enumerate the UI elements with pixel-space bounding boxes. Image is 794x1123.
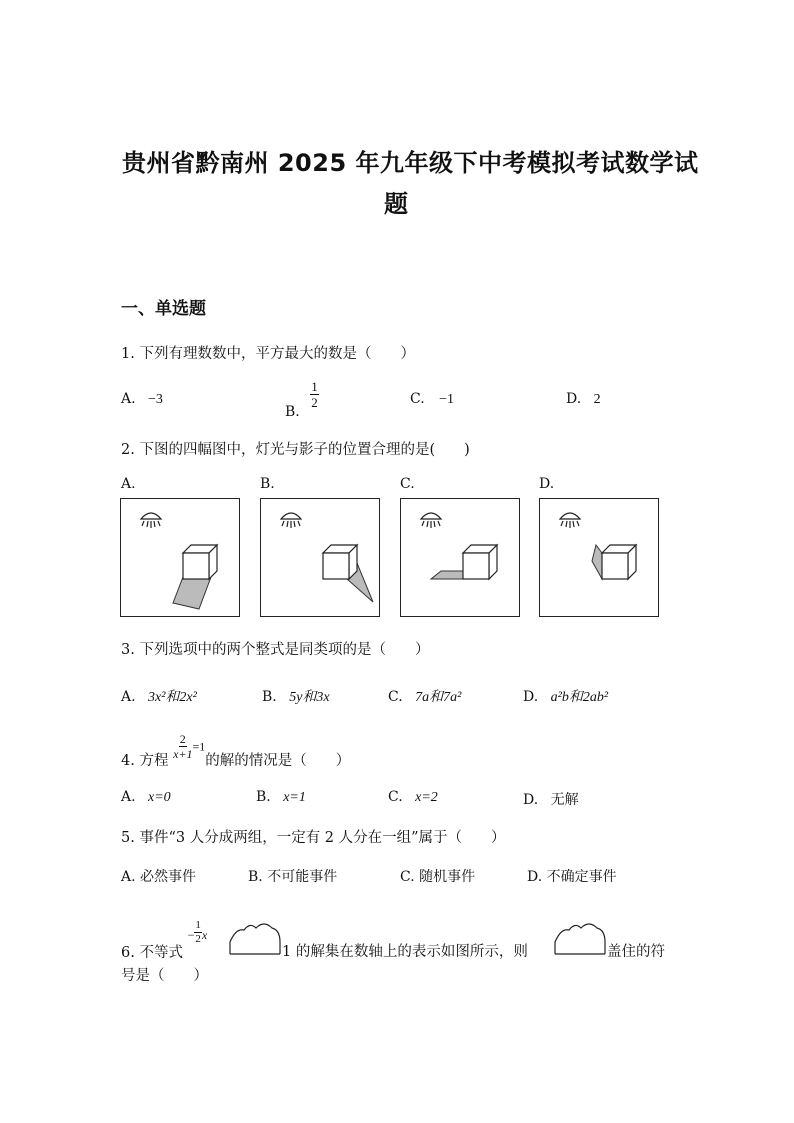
q4-option-c: [388, 789, 438, 806]
option-expression: 7a和7a²: [415, 690, 462, 705]
shadow-shape: [173, 577, 211, 609]
option-expression: x=1: [283, 790, 306, 805]
q5-option-a: A. 必然事件: [121, 869, 197, 885]
fraction-numerator: 1: [311, 379, 318, 394]
q2-label-a: A.: [121, 476, 136, 492]
option-label: A.: [121, 391, 136, 407]
q3-option-b: [262, 686, 330, 706]
stem-prefix: 4. 方程: [121, 752, 169, 769]
q4-option-b: [256, 789, 306, 806]
inequality-fraction: [194, 920, 202, 945]
q2-label-b: B.: [260, 476, 275, 492]
figure-d: [539, 498, 659, 617]
q1-option-b: [285, 379, 319, 420]
page-title: 贵州省黔南州 2025 年九年级下中考模拟考试数学试: [122, 149, 699, 177]
option-label: D.: [523, 792, 539, 808]
option-label: C.: [388, 789, 403, 805]
minus-sign: −: [187, 927, 195, 942]
section-heading: 一、单选题: [121, 299, 206, 319]
option-label: B.: [285, 403, 300, 420]
lamp-icon: [281, 513, 301, 528]
option-expression: x=2: [415, 790, 438, 805]
question-6-stem: [121, 919, 208, 961]
covered-symbol-icon-2: [553, 920, 607, 958]
option-label: A.: [121, 789, 136, 805]
option-expression: 3x²和2x²: [148, 690, 197, 705]
option-expression: 无解: [550, 792, 579, 808]
figure-b: [260, 498, 380, 617]
option-label: A.: [121, 689, 136, 705]
q1-option-d: [566, 391, 601, 408]
q1-option-c: [410, 391, 454, 408]
cube-shape: [323, 545, 357, 579]
equation-rhs: =1: [192, 739, 206, 754]
fraction-numerator: 1: [195, 919, 201, 931]
option-value: −1: [439, 392, 455, 407]
covered-symbol-icon: [228, 920, 282, 958]
light-shadow-figure-b: [261, 499, 379, 616]
option-label: C.: [388, 689, 403, 705]
q5-option-d: D. 不确定事件: [527, 869, 617, 885]
shadow-shape: [431, 571, 463, 579]
shadow-shape: [592, 545, 602, 579]
light-shadow-figure-a: [121, 499, 239, 616]
q3-option-d: [523, 686, 608, 706]
fraction-denominator: 2: [195, 933, 201, 945]
q2-label-c: C.: [400, 476, 415, 492]
q5-option-c: C. 随机事件: [400, 869, 476, 885]
option-label: B.: [262, 689, 277, 705]
option-label: D.: [566, 391, 582, 407]
light-shadow-figure-c: [401, 499, 519, 616]
lamp-icon: [421, 513, 441, 528]
fraction-numerator: 2: [179, 732, 186, 746]
equation-fraction: [173, 733, 192, 760]
option-label: C.: [410, 391, 425, 407]
option-expression: a²b和2ab²: [550, 690, 609, 705]
question-1-stem: 1. 下列有理数数中，平方最大的数是（ ）: [121, 346, 415, 362]
stem-suffix: 的解的情况是（ ）: [205, 752, 351, 769]
q3-option-c: [388, 686, 461, 706]
question-3-stem: 3. 下列选项中的两个整式是同类项的是（ ）: [121, 642, 430, 658]
q4-option-d: [523, 789, 579, 809]
light-shadow-figure-d: [540, 499, 658, 616]
question-5-stem: 5. 事件“3 人分成两组，一定有 2 人分在一组”属于（ ）: [121, 830, 506, 846]
q1-option-a: [121, 391, 163, 408]
cube-shape: [602, 545, 636, 579]
fraction-denominator: 2: [311, 395, 318, 410]
figure-a: [120, 498, 240, 617]
page-title-line2: 题: [384, 190, 409, 218]
option-label: D.: [523, 689, 539, 705]
cube-shape: [463, 545, 497, 579]
option-label: B.: [256, 789, 271, 805]
lamp-icon: [560, 513, 580, 528]
q4-option-a: [121, 789, 171, 806]
figure-c: [400, 498, 520, 617]
lamp-icon: [141, 513, 161, 528]
question-6-stem-post: 盖住的符: [607, 944, 665, 960]
question-4-stem: [121, 732, 351, 769]
q5-option-b: B. 不可能事件: [248, 869, 338, 885]
fraction-denominator: x+1: [173, 747, 193, 761]
question-6-stem-mid: 1 的解集在数轴上的表示如图所示，则: [282, 944, 528, 960]
question-2-stem: 2. 下图的四幅图中，灯光与影子的位置合理的是( ): [121, 442, 470, 458]
option-value: 2: [593, 392, 601, 407]
q2-label-d: D.: [539, 476, 555, 492]
cube-shape: [183, 545, 217, 579]
option-value: −3: [148, 392, 163, 407]
q3-option-a: [121, 686, 197, 706]
question-6-line2: 号是（ ）: [121, 968, 208, 984]
option-expression: x=0: [148, 790, 171, 805]
variable: x: [201, 927, 208, 942]
fraction: [310, 380, 319, 409]
option-expression: 5y和3x: [289, 690, 330, 705]
stem-prefix: 6. 不等式: [121, 944, 183, 961]
